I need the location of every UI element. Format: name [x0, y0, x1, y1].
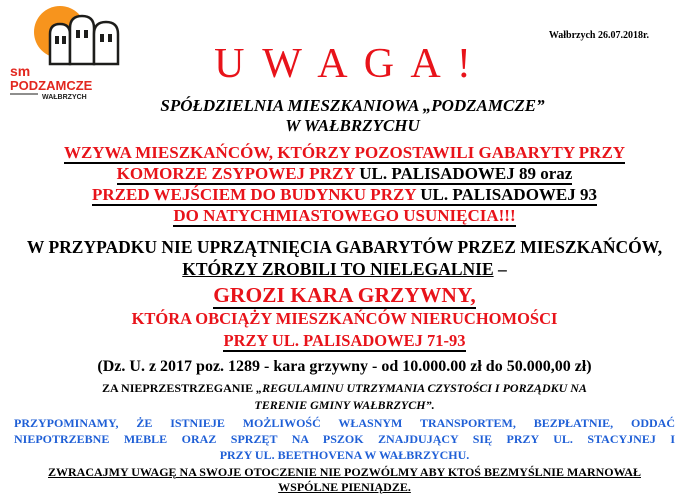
closing-line-1: ZWRACAJMY UWAGĘ NA SWOJE OTOCZENIE NIE POZWÓLMY ABY KTOŚ BEZMYŚLNIE MARNOWAŁ [48, 465, 641, 479]
charge-line: KTÓRA OBCIĄŻY MIESZKAŃCÓW NIERUCHOMOŚCI [131, 309, 558, 328]
closing-line-2: WSPÓLNE PIENIĄDZE. [278, 480, 411, 494]
charge-address [0, 331, 689, 351]
issuer-line-1: SPÓŁDZIELNIA MIESZKANIOWA „PODZAMCZE” [160, 96, 545, 115]
call-address-93: UL. PALISADOWEJ 93 [420, 185, 598, 204]
issuer-line-2: W WAŁBRZYCHU [285, 116, 420, 135]
regulation-line-1: ZA NIEPRZESTRZEGANIE „REGULAMINU UTRZYMANIA CZYSTOŚCI I PORZĄDKU NA [102, 381, 587, 395]
charge-address-text: PRZY UL. PALISADOWEJ 71-93 [223, 331, 466, 350]
reminder-line-1: PRZYPOMINAMY, ŻE ISTNIEJE MOŻLIWOŚĆ WŁASNYM TRANSPORTEM, BEZPŁATNIE, ODDAĆ [14, 416, 675, 430]
warning-line-1: W PRZYPADKU NIE UPRZĄTNIĘCIA GABARYTÓW PRZEZ MIESZKAŃCÓW, [26, 237, 663, 257]
call-line-1-text: WZYWA MIESZKAŃCÓW, KTÓRZY POZOSTAWILI GABARYTY PRZY [63, 143, 626, 162]
call-address-89: UL. PALISADOWEJ 89 oraz [359, 164, 573, 183]
logo-name-text: PODZAMCZE [10, 78, 93, 93]
warning-illegal-text: KTÓRZY ZROBILI TO NIELEGALNIE [182, 259, 494, 279]
call-line-4-text: DO NATYCHMIASTOWEGO USUNIĘCIA!!! [173, 206, 516, 225]
fine-heading [0, 283, 689, 308]
document-date: Wałbrzych 26.07.2018r. [548, 30, 649, 41]
logo-city-text: WAŁBRZYCH [42, 94, 87, 101]
legal-basis: (Dz. U. z 2017 poz. 1289 - kara grzywny - od 10.000.00 zł do 50.000,00 zł) [97, 358, 592, 375]
logo-sm-text: sm [10, 63, 31, 79]
fine-heading-text: GROZI KARA GRZYWNY, [213, 283, 476, 307]
regulation-line-2: TERENIE GMINY WAŁBRZYCH”. [254, 398, 435, 412]
call-line-4 [0, 206, 689, 226]
page-title: U W A G A ! [214, 41, 475, 87]
call-line-2-text: KOMORZE ZSYPOWEJ PRZY [116, 164, 360, 183]
call-line-1 [0, 143, 689, 163]
call-line-2 [0, 164, 689, 184]
regulation-title: „REGULAMINU UTRZYMANIA CZYSTOŚCI I PORZĄDKU NA [256, 381, 587, 395]
reminder-line-2: NIEPOTRZEBNE MEBLE ORAZ SPRZĘT NA PSZOK ZNAJDUJĄCY SIĘ PRZY UL. STACYJNEJ I [14, 432, 675, 446]
warning-line-2: KTÓRZY ZROBILI TO NIELEGALNIE – [182, 259, 507, 279]
call-line-3-text: PRZED WEJŚCIEM DO BUDYNKU PRZY [91, 185, 421, 204]
call-line-3 [0, 185, 689, 205]
reminder-line-3: PRZY UL. BEETHOVENA W WAŁBRZYCHU. [219, 448, 470, 462]
